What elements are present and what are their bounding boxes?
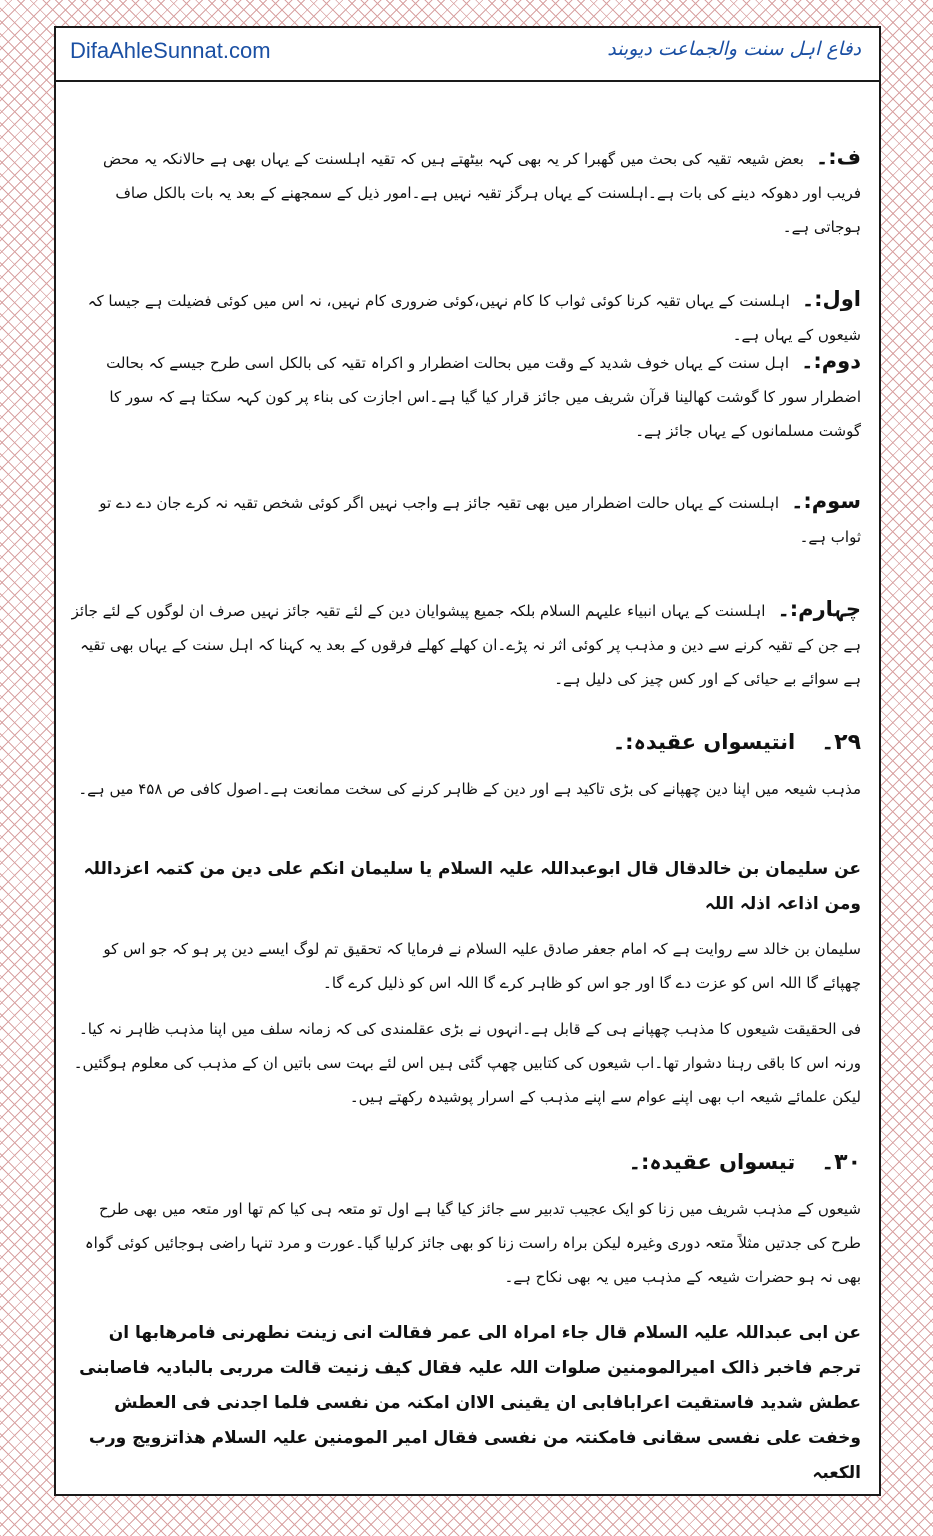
intro-text: بعض شیعہ تقیہ کی بحث میں گھبرا کر یہ بھی کہہ بیٹھتے ہیں کہ تقیہ اہلسنت کے یہاں بھی ہے حالانکہ یہ محض فریب اور دھوکہ دینے کی بات ہے۔اہلسنت کے یہاں ہرگز تقیہ نہیں ہے۔امور ذیل کے سمجھنے کے بعد یہ بات بالکل صاف ہوجاتی ہے۔	[102, 150, 861, 236]
document-page	[54, 80, 881, 1496]
point-4	[70, 592, 861, 696]
point-2-text: اہل سنت کے یہاں خوف شدید کے وقت میں بحالت اضطرار و اکراہ تقیہ کی بالکل اسی طرح جیسے کہ بحالت اضطرار سور کا گوشت کھالینا قرآن شریف میں جائز قرار کیا گیا ہے۔اس اجازت کی بناء پر کون کہہ سکتا ہے کہ سور کا گوشت مسلمانوں کے یہاں جائز ہے۔	[106, 354, 861, 440]
point-4-text: اہلسنت کے یہاں انبیاء علیہم السلام بلکہ جمیع پیشوایان دین کے لئے تقیہ جائز نہیں صرف ان لوگوں کے لئے جائز ہے جن کے تقیہ کرنے سے دین و مذہب پر کوئی اثر نہ پڑے۔ان کھلے کھلے فرقوں کے بعد یہ کہنا کہ اہل سنت کے یہاں بھی تقیہ ہے سوائے بے حیائی کے اور کس چیز کی دلیل ہے۔	[71, 602, 861, 688]
point-1	[70, 282, 861, 352]
section-29-commentary: فی الحقیقت شیعوں کا مذہب چھپانے ہی کے قابل ہے۔انہوں نے بڑی عقلمندی کی کہ زمانہ سلف میں اپنا مذہب ظاہر نہ کیا۔ورنہ اس کا باقی رہنا دشوار تھا۔اب شیعوں کی کتابیں چھپ گئی ہیں اس لئے بہت سی باتیں ان کے مذہب کی معلوم ہوگئیں۔لیکن علمائے شیعہ اب بھی اپنے عوام سے اپنے مذہب کے اسرار پوشیدہ رکھتے ہیں۔	[73, 1020, 861, 1106]
section-30-arabic: عن ابی عبداللہ علیہ السلام قال جاء امراہ الی عمر فقالت انی زینت نطھرنی فامرھابھا ان ترجم فاخبر ذالک امیرالمومنین صلوات اللہ علیہ فقال کیف زنیت قالت مرربی بالبادیہ فاصابنی عطش شدید فاستقیت اعرابافابی ان یقینی الاان امکنہ من نفسی فلما اجدنی فی العطش وخفت علی نفسی سقانی فامکنتہ من نفسی فقال امیر المومنین علیہ السلام ھذاتزویج ورب الکعبہ	[79, 1323, 861, 1483]
page-header	[54, 26, 881, 80]
site-title: دفاع اہل سنت والجماعت دیوبند	[607, 38, 861, 60]
section-29-intro: مذہب شیعہ میں اپنا دین چھپانے کی بڑی تاکید ہے اور دین کے ظاہر کرنے کی سخت ممانعت ہے۔اصول کافی ص ۴۵۸ میں ہے۔	[78, 780, 861, 798]
point-2	[70, 344, 861, 448]
section-29-translation: سلیمان بن خالد سے روایت ہے کہ امام جعفر صادق علیہ السلام نے فرمایا کہ تحقیق تم لوگ ایسے دین پر ہو کہ جو اس کو چھپائے گا اللہ اس کو عزت دے گا اور جو اس کو ظاہر کرے گا اللہ اس کو ذلیل کرے گا۔	[103, 940, 861, 992]
section-30-intro: شیعوں کے مذہب شریف میں زنا کو ایک عجیب تدبیر سے جائز کیا گیا ہے اول تو متعہ ہی کیا کم تھا اور متعہ میں بھی طرح طرح کی جدتیں مثلاً متعہ دوری وغیرہ لیکن براہ راست زنا کو بھی جائز کرلیا گیا۔عورت و مرد تنہا راضی ہوجائیں کوئی گواہ بھی نہ ہو حضرات شیعہ کے مذہب میں یہ بھی نکاح ہے۔	[84, 1200, 861, 1286]
section-29-title: انتیسواں عقیدہ:۔	[612, 730, 796, 754]
intro-label: ف:۔	[815, 145, 861, 169]
point-1-text: اہلسنت کے یہاں تقیہ کرنا کوئی ثواب کا کام نہیں،کوئی ضروری کام نہیں، نہ اس میں کوئی فضیلت ہے جیسا کہ شیعوں کے یہاں ہے۔	[87, 292, 861, 344]
point-3-label: سوم:۔	[791, 489, 861, 513]
intro-paragraph	[70, 140, 861, 244]
section-30-heading	[629, 1142, 861, 1184]
section-30-number: ۳۰۔	[821, 1150, 861, 1175]
point-3	[70, 484, 861, 554]
section-30-title: تیسواں عقیدہ:۔	[628, 1150, 796, 1174]
section-29-arabic: عن سلیمان بن خالدقال قال ابوعبداللہ علیہ السلام یا سلیمان انکم علی دین من کتمہ اعزداللہ ومن اذاعہ اذلہ اللہ	[83, 859, 861, 914]
site-url[interactable]: DifaAhleSunnat.com	[70, 38, 271, 63]
point-1-label: اول:۔	[801, 287, 861, 311]
point-2-label: دوم:۔	[801, 349, 861, 373]
section-29-heading	[613, 722, 861, 764]
point-4-label: چہارم:۔	[777, 597, 861, 621]
section-29-number: ۲۹۔	[821, 730, 861, 755]
point-3-text: اہلسنت کے یہاں حالت اضطرار میں بھی تقیہ جائز ہے واجب نہیں اگر کوئی شخص تقیہ نہ کرے جان دے دے تو ثواب ہے۔	[99, 494, 861, 546]
